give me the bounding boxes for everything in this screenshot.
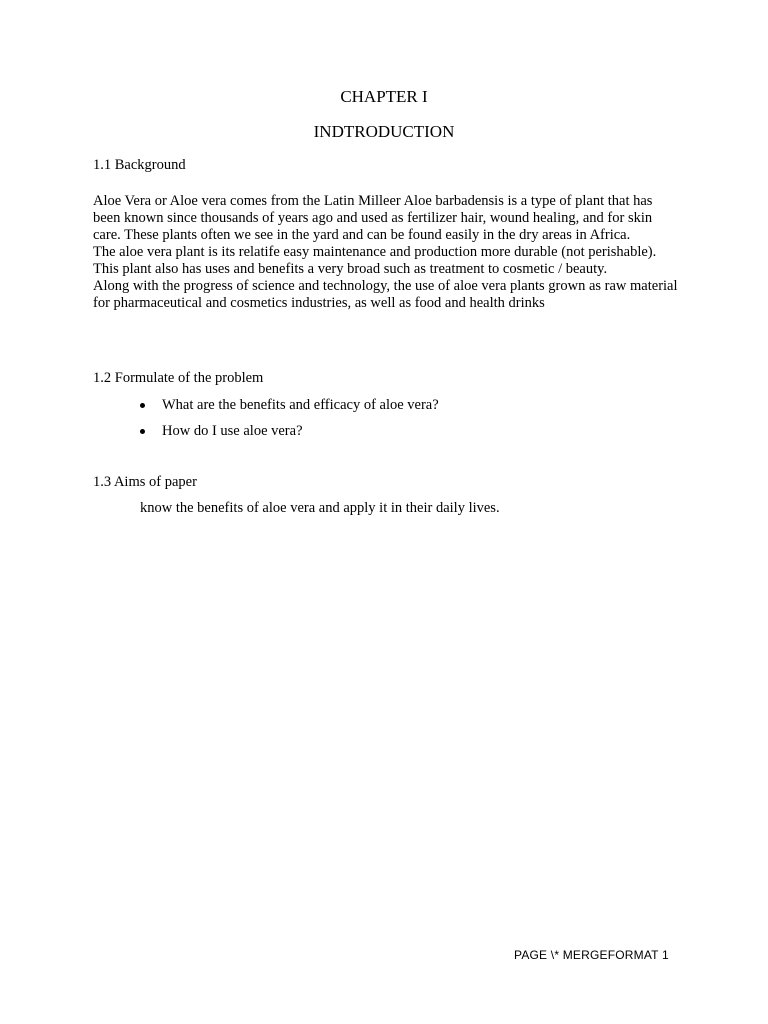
list-item-text: How do I use aloe vera? — [162, 423, 303, 439]
background-body — [93, 193, 683, 312]
chapter-subtitle: INDTRODUCTION — [313, 122, 455, 141]
bullet-icon — [140, 403, 145, 408]
section-heading-problem: 1.2 Formulate of the problem — [93, 370, 264, 386]
problem-bullet-list — [140, 397, 439, 449]
background-paragraph: Along with the progress of science and technology, the use of aloe vera plants grown as raw material for pharmaceutical and cosmetics industries, as well as food and health drinks — [93, 278, 678, 311]
background-paragraph: The aloe vera plant is its relatife easy maintenance and production more durable (not perishable). This plant also has uses and benefits a very broad such as treatment to cosmetic / beauty. — [93, 244, 657, 277]
list-item — [140, 397, 439, 423]
section-heading-aims: 1.3 Aims of paper — [93, 474, 197, 490]
list-item-text: What are the benefits and efficacy of aloe vera? — [162, 397, 439, 413]
bullet-icon — [140, 429, 145, 434]
section-heading-background: 1.1 Background — [93, 157, 186, 173]
background-paragraph: Aloe Vera or Aloe vera comes from the Latin Milleer Aloe barbadensis is a type of plant that has been known since thousands of years ago and used as fertilizer hair, wound healing, and for skin care. These plants often we see in the yard and can be found easily in the dry areas in Africa. — [93, 193, 653, 243]
list-item — [140, 423, 439, 449]
chapter-title: CHAPTER I — [340, 87, 428, 106]
page-footer: PAGE \* MERGEFORMAT 1 — [514, 948, 669, 962]
aims-text: know the benefits of aloe vera and apply it in their daily lives. — [140, 500, 500, 516]
